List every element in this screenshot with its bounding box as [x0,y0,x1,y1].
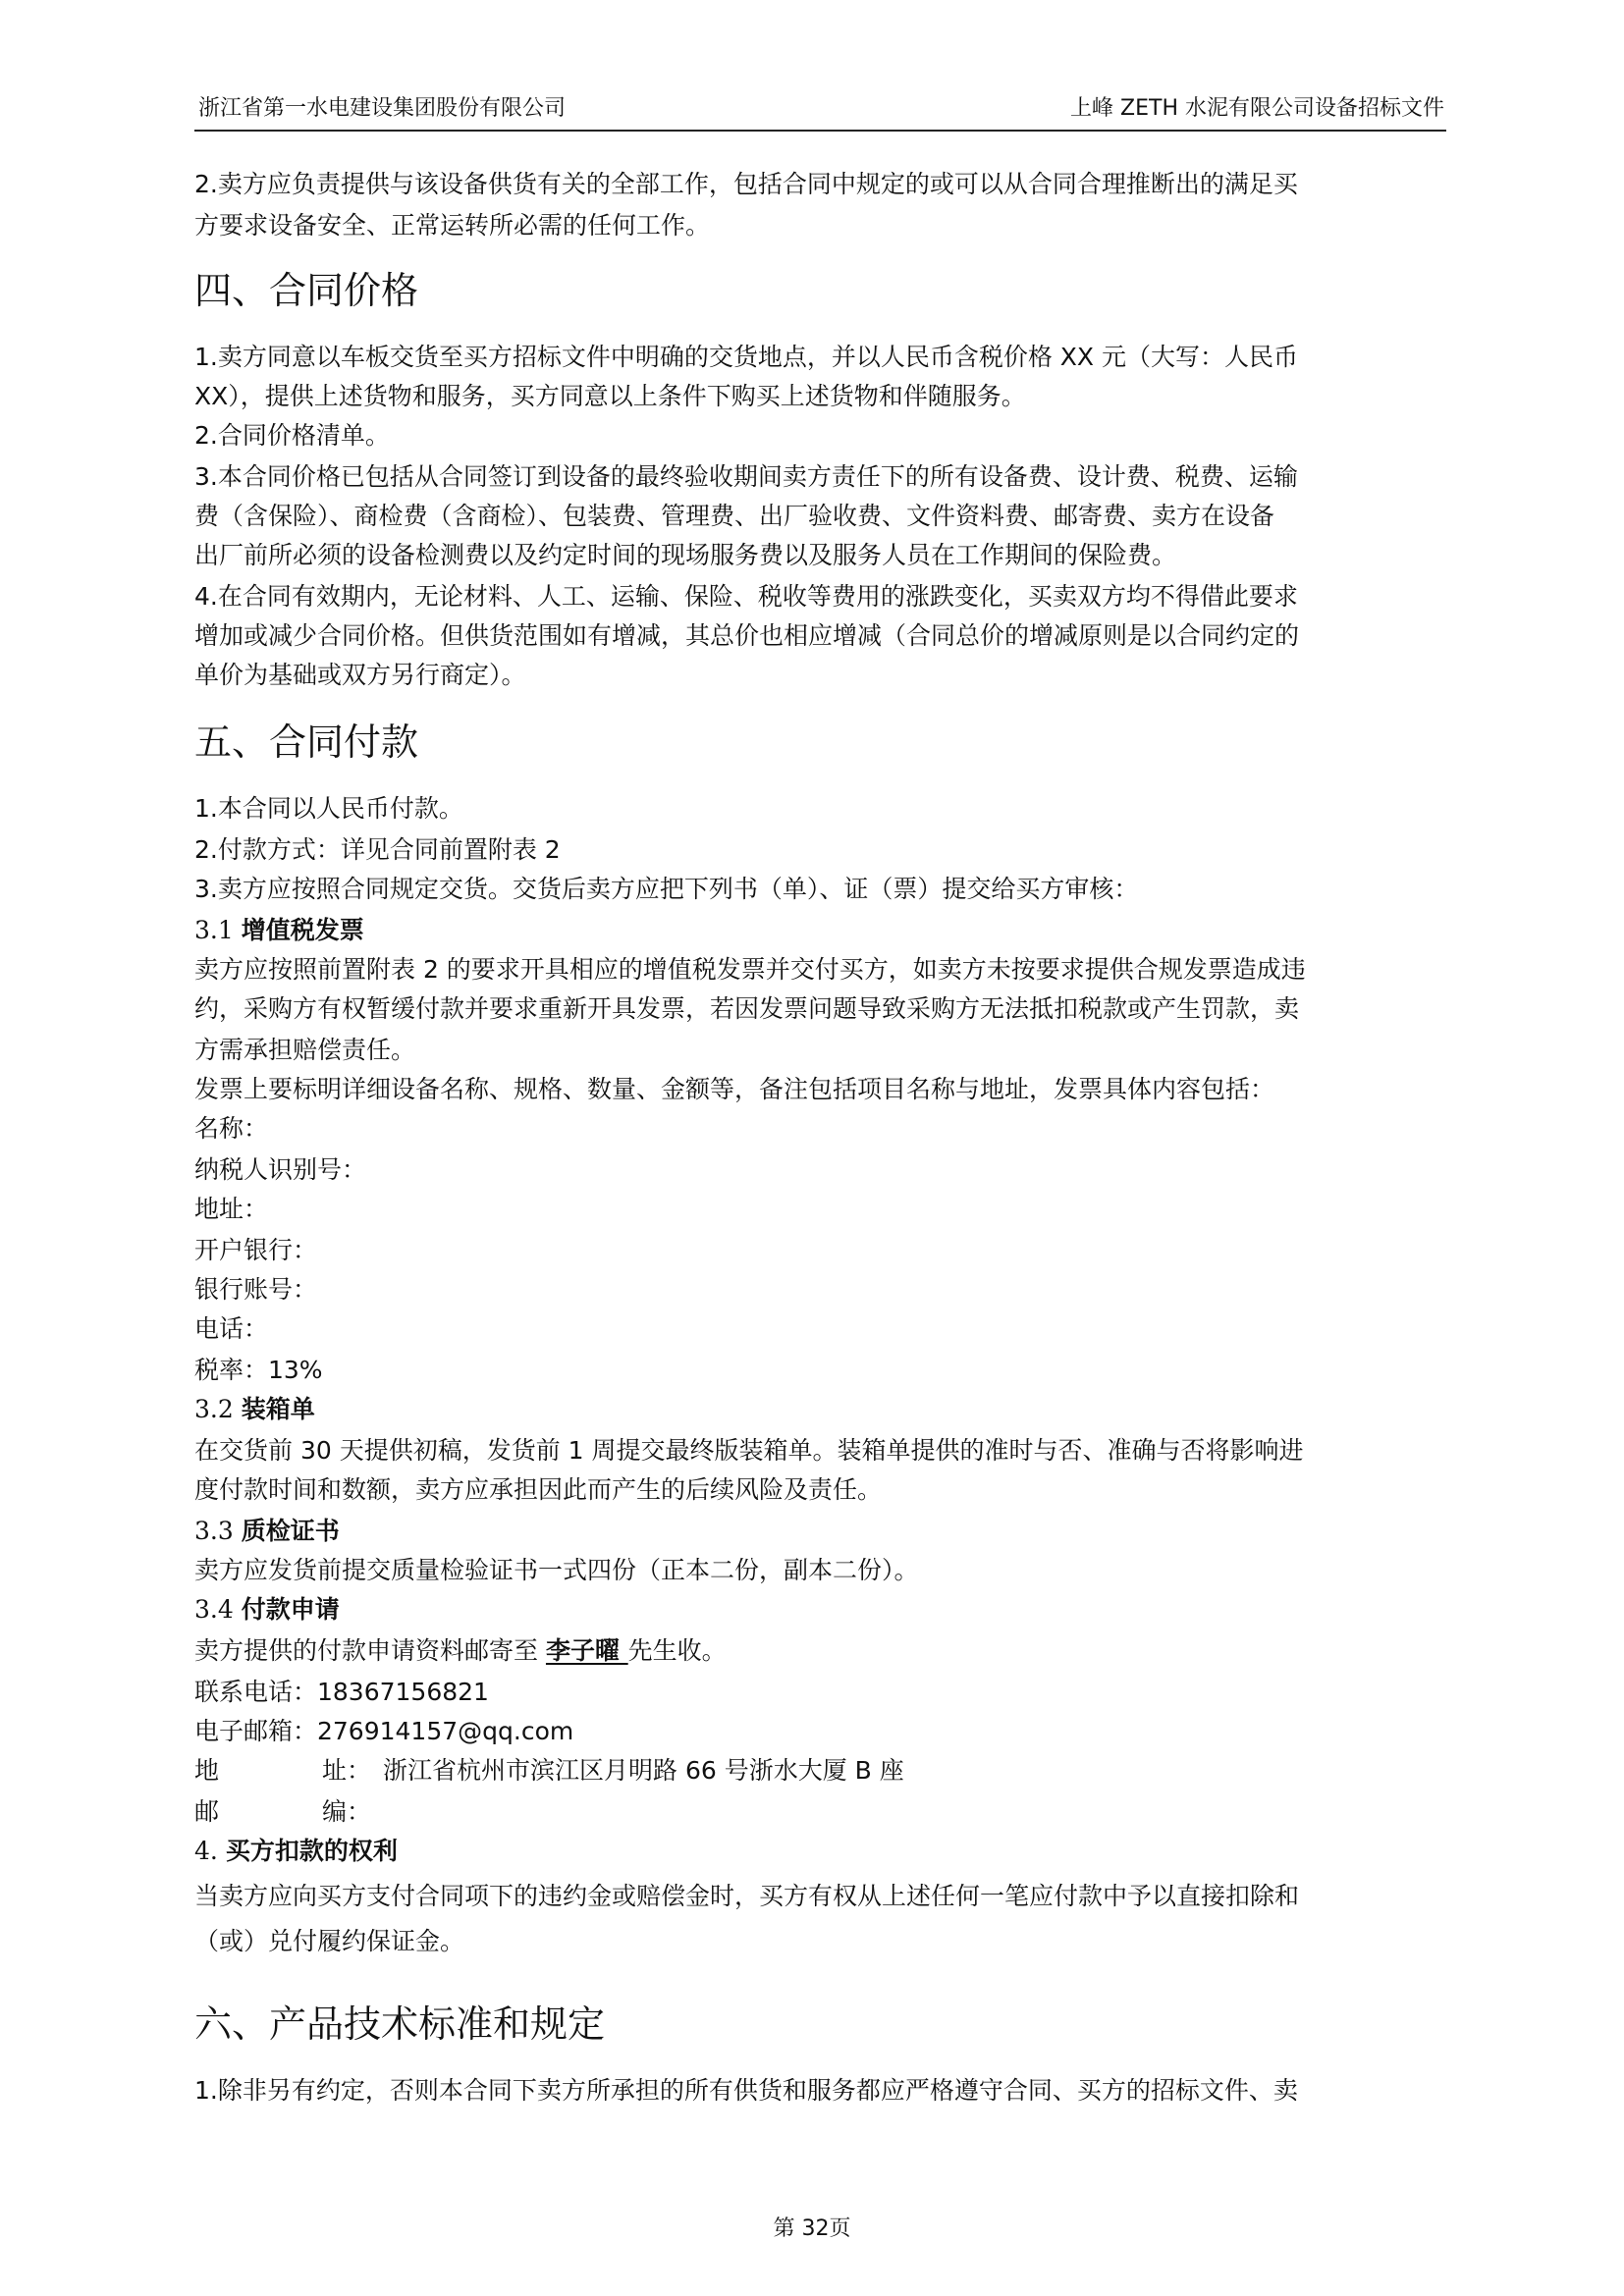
paragraph-line: 1.卖方同意以车板交货至买方招标文件中明确的交货地点，并以人民币含税价格 XX 元（大写：人民币 [194,343,1299,371]
subheading-number: 3.1 [194,916,234,944]
section-heading-technical-standards: 六、产品技术标准和规定 [194,2002,606,2046]
paragraph-line: 1.除非另有约定，否则本合同下卖方所承担的所有供货和服务都应严格遵守合同、买方的招标文件、卖 [194,2076,1298,2105]
mail-to-suffix: 先生收。 [627,1636,727,1665]
subheading-packing-list [194,1394,315,1425]
subheading-title: 付款申请 [241,1595,340,1624]
paragraph-line: 当卖方应向买方支付合同项下的违约金或赔偿金时，买方有权从上述任何一笔应付款中予以直接扣除和 [194,1882,1300,1910]
paragraph-line: 在交货前 30 天提供初稿，发货前 1 周提交最终版装箱单。装箱单提供的准时与否、准确与否将影响进 [194,1436,1304,1465]
paragraph-line: 4.在合同有效期内，无论材料、人工、运输、保险、税收等费用的涨跌变化，买卖双方均不得借此要求 [194,582,1298,611]
subheading-number: 3.3 [194,1517,234,1545]
section-heading-contract-price: 四、合同价格 [194,269,419,312]
paragraph-line: 2.付款方式：详见合同前置附表 2 [194,835,561,864]
subheading-buyer-deduction-right [194,1836,398,1867]
address-label-char: 地 [194,1756,220,1785]
paragraph-line: 出厂前所必须的设备检测费以及约定时间的现场服务费以及服务人员在工作期间的保险费。 [194,541,1177,569]
subheading-number: 3.4 [194,1595,234,1624]
invoice-field-taxpayer-id: 纳税人识别号： [194,1155,367,1184]
subheading-payment-request [194,1594,340,1626]
invoice-field-phone: 电话： [194,1314,269,1343]
page-header [194,94,1446,132]
contact-postcode [194,1796,587,1828]
subheading-title: 增值税发票 [241,916,364,944]
paragraph-line: 2.卖方应负责提供与该设备供货有关的全部工作，包括合同中规定的或可以从合同合理推断出的满足买 [194,170,1298,198]
paragraph-line: 2.合同价格清单。 [194,421,390,450]
invoice-field-tax-rate: 税率：13% [194,1356,323,1384]
contact-phone: 联系电话：18367156821 [194,1678,489,1706]
subheading-title: 买方扣款的权利 [225,1837,398,1865]
paragraph-line: 度付款时间和数额，卖方应承担因此而产生的后续风险及责任。 [194,1475,883,1504]
address-value: 浙江省杭州市滨江区月明路 66 号浙水大厦 B 座 [383,1756,904,1785]
subheading-title: 装箱单 [241,1395,315,1423]
paragraph-line: 增加或减少合同价格。但供货范围如有增减，其总价也相应增减（合同总价的增减原则是以合同约定的 [194,621,1300,650]
subheading-title: 质检证书 [241,1517,340,1545]
subheading-number: 4. [194,1837,218,1865]
paragraph-line: 卖方应按照前置附表 2 的要求开具相应的增值税发票并交付买方，如卖方未按要求提供合规发票造成违 [194,955,1306,984]
contact-address [194,1755,1176,1787]
subheading-number: 3.2 [194,1395,234,1423]
paragraph-line: 3.本合同价格已包括从合同签订到设备的最终验收期间卖方责任下的所有设备费、设计费、税费、运输 [194,462,1298,491]
paragraph-line: 费（含保险）、商检费（含商检）、包装费、管理费、出厂验收费、文件资料费、邮寄费、卖方在设备 [194,502,1275,530]
postcode-label-char: 编： [322,1797,372,1826]
paragraph-line: 3.卖方应按照合同规定交货。交货后卖方应把下列书（单）、证（票）提交给买方审核： [194,875,1139,903]
paragraph-line: 方需承担赔偿责任。 [194,1036,416,1064]
page-number: 第 32页 [773,2216,851,2241]
mail-to-text: 卖方提供的付款申请资料邮寄至 [194,1636,546,1665]
contact-email: 电子邮箱：276914157@qq.com [194,1717,574,1745]
subheading-vat-invoice [194,915,364,946]
invoice-field-name: 名称： [194,1114,269,1143]
section-heading-contract-payment: 五、合同付款 [194,721,419,764]
postcode-label-char: 邮 [194,1797,220,1826]
header-document-title: 上峰 ZETH 水泥有限公司设备招标文件 [1070,96,1444,121]
paragraph-line: 单价为基础或双方另行商定）。 [194,661,526,689]
paragraph-line: 约，采购方有权暂缓付款并要求重新开具发票，若因发票问题导致采购方无法抵扣税款或产生罚款，卖 [194,994,1300,1023]
paragraph-line: 方要求设备安全、正常运转所必需的任何工作。 [194,211,711,240]
paragraph-line: XX），提供上述货物和服务，买方同意以上条件下购买上述货物和伴随服务。 [194,382,1026,410]
invoice-field-bank: 开户银行： [194,1236,318,1264]
paragraph-line: 发票上要标明详细设备名称、规格、数量、金额等，备注包括项目名称与地址，发票具体内容包括： [194,1075,1275,1103]
invoice-field-address: 地址： [194,1195,269,1223]
header-company: 浙江省第一水电建设集团股份有限公司 [198,96,567,121]
paragraph-line-mail-to [194,1635,727,1667]
paragraph-line: 卖方应发货前提交质量检验证书一式四份（正本二份，副本二份）。 [194,1556,919,1584]
subheading-quality-certificate [194,1516,340,1547]
invoice-field-account: 银行账号： [194,1275,318,1304]
paragraph-line: （或）兑付履约保证金。 [194,1927,465,1955]
recipient-name: 李子曜 [545,1636,628,1665]
address-label-char: 址： [322,1756,372,1785]
paragraph-line: 1.本合同以人民币付款。 [194,794,463,823]
